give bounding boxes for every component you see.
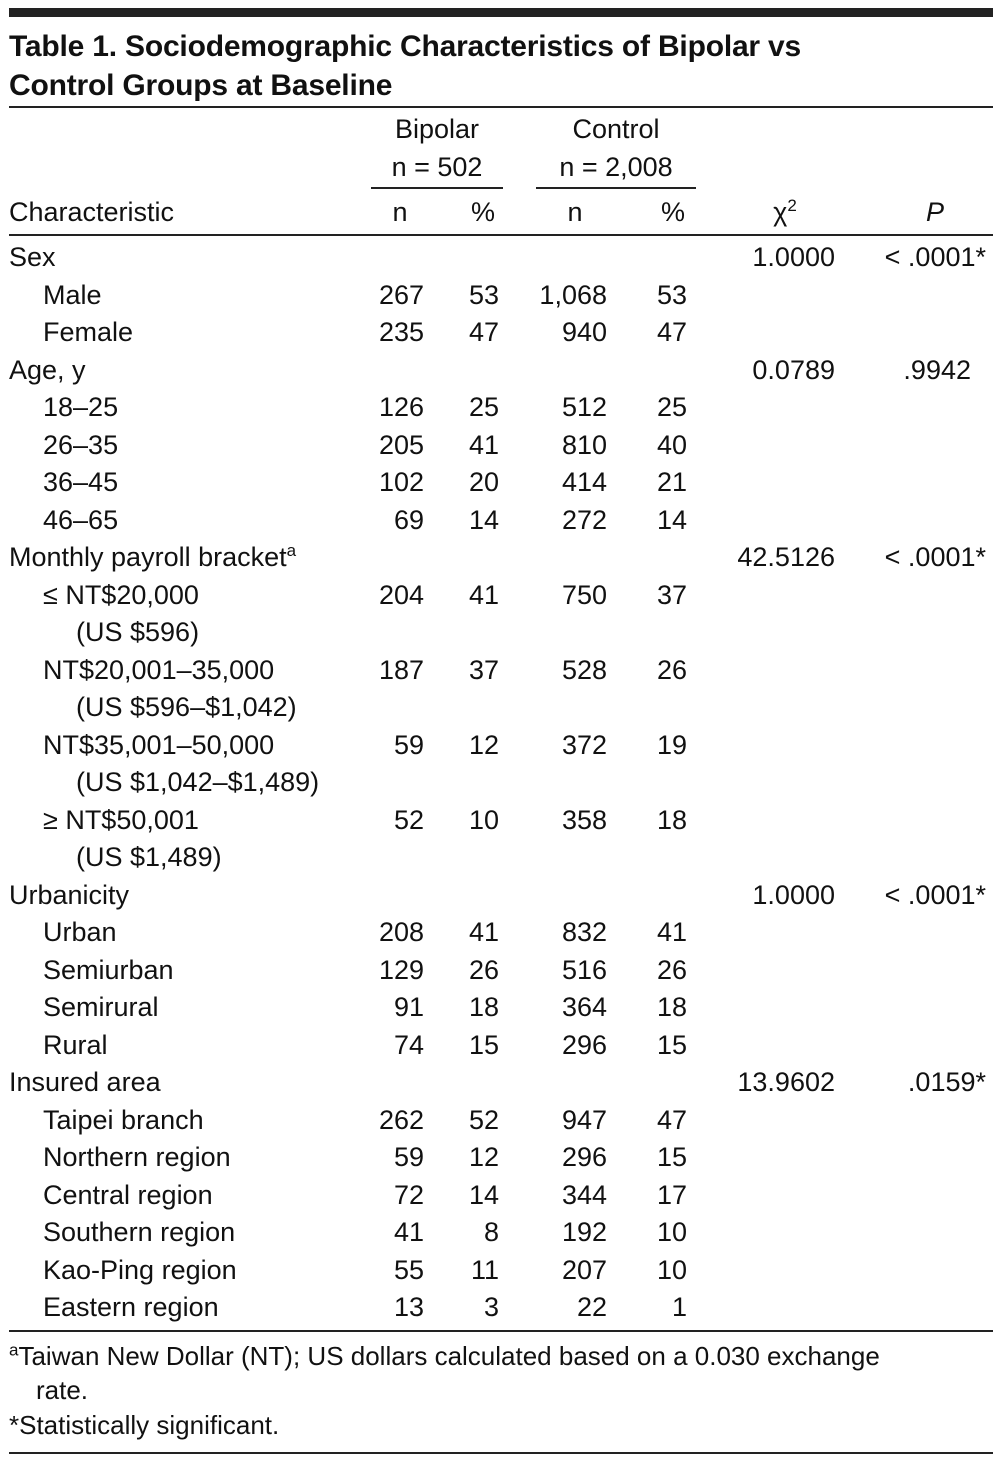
control-pct-cell: 15 [656, 1029, 687, 1060]
control-pct-cell: 41 [656, 917, 687, 947]
row-label-text: Female [43, 317, 134, 347]
control-n-cell: 810 [561, 429, 607, 460]
row-label [43, 1028, 108, 1062]
control-n-cell: 1,068 [539, 279, 607, 310]
bipolar-pct-cell: 20 [468, 467, 499, 497]
p-value-cell: < .0001* [884, 879, 986, 910]
control-n-cell: 207 [561, 1254, 607, 1285]
row-label-text: NT$35,001–50,000 [43, 729, 275, 760]
footnote-marker: a [286, 541, 297, 560]
control-n-cell: 832 [561, 917, 607, 947]
row-label-text: 36–45 [43, 467, 119, 497]
header-bipolar-pct: % [470, 197, 495, 227]
control-n-cell: 528 [561, 654, 607, 685]
bipolar-n-cell: 72 [393, 1179, 424, 1210]
row-label [43, 278, 102, 312]
footnote-a-text: Taiwan New Dollar (NT); US dollars calculated based on a 0.030 exchange [18, 1341, 880, 1371]
row-label-text: Male [43, 279, 102, 310]
bipolar-n-cell: 69 [393, 504, 424, 535]
bipolar-n-cell: 91 [393, 992, 424, 1022]
bipolar-n-cell: 267 [378, 279, 424, 310]
rule-under-title [9, 106, 993, 108]
bipolar-pct-cell: 14 [468, 1179, 499, 1210]
chi-square-cell: 1.0000 [752, 242, 835, 272]
row-label [43, 1215, 235, 1249]
bipolar-pct-cell: 41 [468, 579, 499, 610]
row-label-text: Urbanicity [9, 879, 130, 910]
control-pct-cell: 47 [656, 317, 687, 347]
bipolar-pct-cell: 41 [468, 429, 499, 460]
bipolar-pct-cell: 11 [470, 1254, 499, 1285]
bipolar-n-cell: 59 [393, 1142, 424, 1172]
row-label-text: Rural [43, 1029, 108, 1060]
row-label [43, 915, 117, 949]
footnote-significance: *Statistically significant. [9, 1410, 280, 1440]
control-pct-cell: 40 [656, 429, 687, 460]
bottom-rule [9, 1452, 993, 1454]
bipolar-n-cell: 52 [393, 804, 424, 835]
bipolar-n-cell: 13 [393, 1292, 424, 1322]
title-line-2: Control Groups at Baseline [9, 69, 393, 102]
bipolar-n-cell: 126 [378, 392, 424, 422]
row-label-text: Urban [43, 917, 117, 947]
bipolar-pct-cell: 52 [468, 1104, 499, 1135]
bipolar-n-cell: 129 [378, 954, 424, 985]
row-label [43, 1103, 204, 1137]
bipolar-n-cell: 205 [378, 429, 424, 460]
row-label [43, 465, 118, 499]
row-label [43, 1253, 237, 1287]
control-n-cell: 414 [561, 467, 607, 497]
row-label [43, 390, 118, 424]
header-control-n: n = 2,008 [559, 152, 673, 182]
table-title [9, 27, 993, 105]
row-label-text: Taipei branch [43, 1104, 204, 1135]
control-n-cell: 364 [561, 992, 607, 1022]
bipolar-n-cell: 262 [378, 1104, 424, 1135]
control-n-cell: 512 [561, 392, 607, 422]
row-label-text: Age, y [9, 354, 86, 385]
row-label [43, 1140, 231, 1174]
control-pct-cell: 1 [671, 1292, 687, 1322]
row-label-text: (US $596–$1,042) [76, 692, 297, 722]
row-label [76, 690, 297, 724]
p-value-cell: < .0001* [884, 542, 986, 572]
control-n-cell: 192 [561, 1217, 607, 1247]
row-label [76, 840, 222, 874]
bipolar-n-cell: 55 [393, 1254, 424, 1285]
header-chi-square [745, 195, 825, 229]
chi-square-cell: 13.9602 [737, 1067, 835, 1097]
control-pct-cell: 18 [656, 992, 687, 1022]
row-label-text: NT$20,001–35,000 [43, 654, 275, 685]
row-label-text: 46–65 [43, 504, 119, 535]
control-span-rule [536, 187, 696, 189]
row-label [43, 728, 274, 762]
bipolar-n-cell: 102 [378, 467, 424, 497]
row-label [76, 615, 199, 649]
row-label-text: Eastern region [43, 1292, 219, 1322]
row-label-text: Sex [9, 242, 56, 272]
bipolar-pct-cell: 8 [483, 1217, 499, 1247]
control-n-cell: 344 [561, 1179, 607, 1210]
control-pct-cell: 21 [656, 467, 687, 497]
control-pct-cell: 25 [656, 392, 687, 422]
rule-under-header [9, 234, 993, 236]
bipolar-pct-cell: 12 [468, 1142, 499, 1172]
bipolar-span-rule [371, 187, 503, 189]
row-label-text: Kao-Ping region [43, 1254, 237, 1285]
control-n-cell: 372 [561, 729, 607, 760]
header-control-count: n [567, 197, 583, 227]
control-pct-cell: 37 [656, 579, 687, 610]
row-label [43, 1290, 219, 1324]
footnote-a-line-2: rate. [36, 1375, 89, 1405]
footnote-a-mark: a [9, 1340, 19, 1360]
category-label [9, 353, 86, 387]
control-pct-cell: 19 [656, 729, 687, 760]
top-rule [9, 8, 993, 17]
row-label-text: ≥ NT$50,001 [43, 804, 199, 835]
chi-superscript: 2 [787, 196, 797, 215]
control-n-cell: 947 [561, 1104, 607, 1135]
header-characteristic: Characteristic [9, 197, 175, 227]
row-label-text: (US $596) [76, 617, 200, 647]
row-label-text: Northern region [43, 1142, 231, 1172]
row-label [43, 315, 133, 349]
category-label [9, 878, 129, 912]
row-label-text: Southern region [43, 1217, 236, 1247]
category-label [9, 1065, 161, 1099]
bipolar-pct-cell: 3 [483, 1292, 499, 1322]
control-pct-cell: 26 [656, 654, 687, 685]
row-label-text: Semiurban [43, 954, 174, 985]
chi-square-cell: 42.5126 [737, 542, 835, 572]
footnote-a-line-1 [9, 1340, 880, 1373]
row-label-text: 26–35 [43, 429, 119, 460]
control-pct-cell: 17 [656, 1179, 687, 1210]
header-bipolar: Bipolar [394, 114, 480, 144]
bipolar-pct-cell: 47 [468, 317, 499, 347]
header-control: Control [572, 114, 660, 144]
row-label [43, 990, 159, 1024]
row-label-text: Central region [43, 1179, 213, 1210]
bipolar-pct-cell: 18 [468, 992, 499, 1022]
row-label [76, 765, 319, 799]
chi-symbol: χ [773, 197, 788, 227]
bipolar-n-cell: 41 [393, 1217, 424, 1247]
control-n-cell: 296 [561, 1029, 607, 1060]
control-pct-cell: 10 [656, 1217, 687, 1247]
row-label-text: (US $1,042–$1,489) [76, 767, 320, 797]
row-label-text: (US $1,489) [76, 842, 222, 872]
bipolar-pct-cell: 10 [468, 804, 499, 835]
category-label [9, 240, 56, 274]
control-n-cell: 296 [561, 1142, 607, 1172]
bipolar-n-cell: 235 [378, 317, 424, 347]
header-p-value: P [925, 197, 944, 227]
control-n-cell: 22 [576, 1292, 607, 1322]
bipolar-pct-cell: 41 [468, 917, 499, 947]
bipolar-pct-cell: 15 [468, 1029, 499, 1060]
header-bipolar-count: n [392, 197, 408, 227]
control-pct-cell: 15 [656, 1142, 687, 1172]
title-line-1: Table 1. Sociodemographic Characteristics of Bipolar vs [9, 30, 802, 63]
row-label [43, 1178, 213, 1212]
control-pct-cell: 47 [656, 1104, 687, 1135]
row-label [43, 503, 118, 537]
bipolar-n-cell: 187 [378, 654, 424, 685]
header-control-pct: % [660, 197, 685, 227]
rule-above-footnotes [9, 1330, 993, 1332]
header-bipolar-n: n = 502 [391, 152, 483, 182]
control-pct-cell: 26 [656, 954, 687, 985]
bipolar-pct-cell: 25 [468, 392, 499, 422]
chi-square-cell: 1.0000 [752, 879, 835, 910]
control-n-cell: 516 [561, 954, 607, 985]
row-label [43, 578, 199, 612]
bipolar-pct-cell: 26 [468, 954, 499, 985]
bipolar-pct-cell: 53 [468, 279, 499, 310]
row-label [43, 653, 274, 687]
p-value-cell: < .0001* [884, 242, 986, 272]
bipolar-n-cell: 74 [393, 1029, 424, 1060]
control-pct-cell: 10 [656, 1254, 687, 1285]
category-label [9, 540, 296, 574]
bipolar-pct-cell: 37 [468, 654, 499, 685]
control-n-cell: 272 [561, 504, 607, 535]
control-pct-cell: 18 [656, 804, 687, 835]
row-label-text: Monthly payroll bracket [9, 542, 287, 572]
bipolar-pct-cell: 14 [468, 504, 499, 535]
control-n-cell: 358 [561, 804, 607, 835]
p-value-cell: .9942 [903, 354, 971, 385]
row-label-text: 18–25 [43, 392, 119, 422]
bipolar-pct-cell: 12 [468, 729, 499, 760]
p-value-cell: .0159* [907, 1067, 986, 1097]
row-label [43, 803, 199, 837]
row-label-text: Semirural [43, 992, 159, 1022]
bipolar-n-cell: 59 [393, 729, 424, 760]
row-label [43, 953, 174, 987]
row-label-text: Insured area [9, 1067, 161, 1097]
row-label [43, 428, 118, 462]
control-pct-cell: 53 [656, 279, 687, 310]
bipolar-n-cell: 204 [378, 579, 424, 610]
chi-square-cell: 0.0789 [752, 354, 835, 385]
bipolar-n-cell: 208 [378, 917, 424, 947]
row-label-text: ≤ NT$20,000 [43, 579, 199, 610]
control-n-cell: 750 [561, 579, 607, 610]
control-n-cell: 940 [561, 317, 607, 347]
control-pct-cell: 14 [656, 504, 687, 535]
